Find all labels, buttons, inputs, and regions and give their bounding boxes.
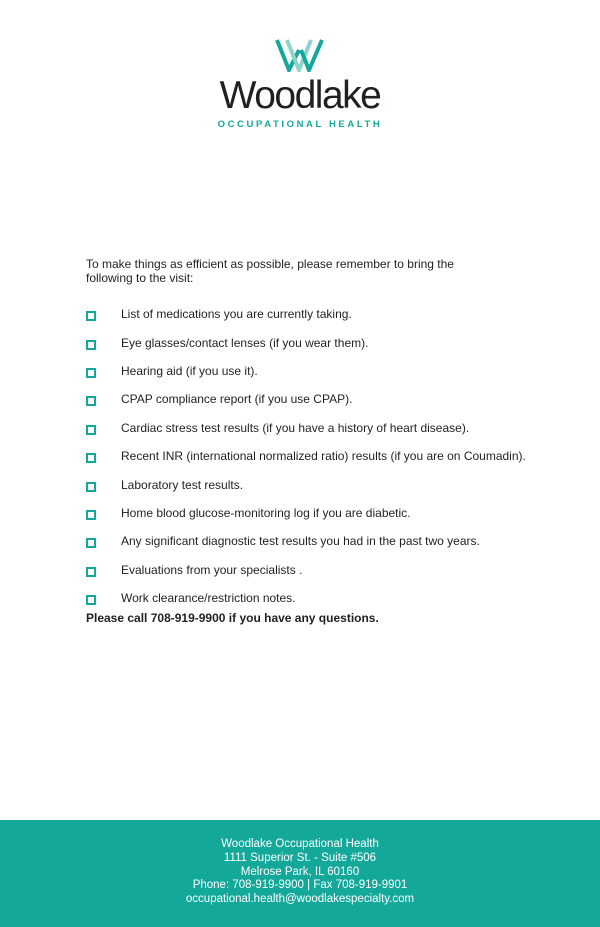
checkbox-icon bbox=[86, 368, 96, 378]
list-item bbox=[86, 584, 526, 612]
woodlake-w-icon bbox=[275, 38, 325, 72]
item-label: CPAP compliance report (if you use CPAP). bbox=[121, 392, 353, 407]
logo bbox=[0, 38, 600, 130]
list-item bbox=[86, 527, 526, 555]
list-item bbox=[86, 328, 526, 356]
list-item bbox=[86, 300, 526, 328]
item-label: Cardiac stress test results (if you have a history of heart disease). bbox=[121, 420, 470, 435]
list-item bbox=[86, 385, 526, 413]
list-item bbox=[86, 357, 526, 385]
item-label: Any significant diagnostic test results you had in the past two years. bbox=[121, 534, 480, 549]
item-label: Recent INR (international normalized ratio) results (if you are on Coumadin). bbox=[121, 449, 526, 464]
checkbox-icon bbox=[86, 510, 96, 520]
item-label: Work clearance/restriction notes. bbox=[121, 591, 296, 606]
checkbox-icon bbox=[86, 567, 96, 577]
checkbox-icon bbox=[86, 482, 96, 492]
footer-city: Melrose Park, IL 60160 bbox=[240, 865, 360, 878]
brand-name: Woodlake bbox=[219, 74, 381, 117]
list-item bbox=[86, 470, 526, 498]
item-label: List of medications you are currently taking. bbox=[121, 307, 352, 322]
checklist bbox=[86, 300, 526, 612]
footer-name: Woodlake Occupational Health bbox=[221, 838, 379, 850]
checkbox-icon bbox=[86, 425, 96, 435]
checkbox-icon bbox=[86, 340, 96, 350]
brand-tagline: OCCUPATIONAL HEALTH bbox=[217, 119, 383, 130]
item-label: Hearing aid (if you use it). bbox=[121, 363, 258, 378]
list-item bbox=[86, 414, 526, 442]
footer bbox=[0, 820, 600, 927]
footer-email: occupational.health@woodlakespecialty.com bbox=[185, 893, 415, 906]
footer-address: 1111 Superior St. - Suite #506 bbox=[223, 851, 377, 864]
list-item bbox=[86, 442, 526, 470]
list-item bbox=[86, 556, 526, 584]
checkbox-icon bbox=[86, 595, 96, 605]
footer-phone: Phone: 708-919-9900 | Fax 708-919-9901 bbox=[192, 879, 408, 892]
checkbox-icon bbox=[86, 396, 96, 406]
checkbox-icon bbox=[86, 538, 96, 548]
list-item bbox=[86, 499, 526, 527]
item-label: Home blood glucose-monitoring log if you are diabetic. bbox=[121, 505, 411, 520]
call-note: Please call 708-919-9900 if you have any questions. bbox=[86, 611, 379, 625]
checkbox-icon bbox=[86, 311, 96, 321]
item-label: Evaluations from your specialists . bbox=[121, 562, 303, 577]
item-label: Eye glasses/contact lenses (if you wear them). bbox=[121, 335, 369, 350]
intro-text: To make things as efficient as possible, please remember to bring the following to the visit: bbox=[86, 257, 454, 285]
item-label: Laboratory test results. bbox=[121, 477, 244, 492]
checkbox-icon bbox=[86, 453, 96, 463]
